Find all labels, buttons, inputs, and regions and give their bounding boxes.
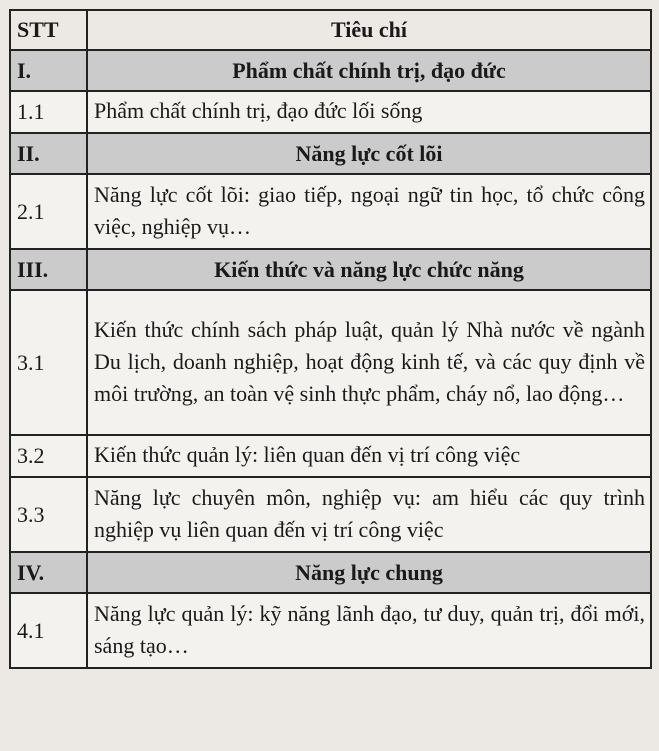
table-row <box>10 593 651 668</box>
item-number: 1.1 <box>10 91 87 133</box>
item-text: Kiến thức quản lý: liên quan đến vị trí công việc <box>87 435 651 477</box>
section-row <box>10 50 651 91</box>
section-number: IV. <box>10 552 87 593</box>
section-number: I. <box>10 50 87 91</box>
section-title: Năng lực cốt lõi <box>87 133 651 174</box>
section-title: Phẩm chất chính trị, đạo đức <box>87 50 651 91</box>
section-row <box>10 552 651 593</box>
section-number: III. <box>10 249 87 290</box>
item-text: Năng lực quản lý: kỹ năng lãnh đạo, tư duy, quản trị, đổi mới, sáng tạo… <box>87 593 651 668</box>
table-row <box>10 477 651 552</box>
table-row <box>10 174 651 249</box>
item-number: 3.3 <box>10 477 87 552</box>
table-header-row <box>10 10 651 50</box>
item-number: 2.1 <box>10 174 87 249</box>
section-row <box>10 249 651 290</box>
item-text: Phẩm chất chính trị, đạo đức lối sống <box>87 91 651 133</box>
item-number: 3.1 <box>10 290 87 435</box>
item-text: Kiến thức chính sách pháp luật, quản lý Nhà nước về ngành Du lịch, doanh nghiệp, hoạt động kinh tế, và các quy định về môi trường, an toàn vệ sinh thực phẩm, cháy nổ, lao động… <box>87 290 651 435</box>
item-text: Năng lực cốt lõi: giao tiếp, ngoại ngữ tin học, tổ chức công việc, nghiệp vụ… <box>87 174 651 249</box>
header-criteria: Tiêu chí <box>87 10 651 50</box>
item-text: Năng lực chuyên môn, nghiệp vụ: am hiểu các quy trình nghiệp vụ liên quan đến vị trí công việc <box>87 477 651 552</box>
item-number: 4.1 <box>10 593 87 668</box>
section-number: II. <box>10 133 87 174</box>
section-title: Năng lực chung <box>87 552 651 593</box>
table-row <box>10 91 651 133</box>
item-number: 3.2 <box>10 435 87 477</box>
criteria-table <box>9 9 652 669</box>
section-row <box>10 133 651 174</box>
header-stt: STT <box>10 10 87 50</box>
table-row <box>10 435 651 477</box>
section-title: Kiến thức và năng lực chức năng <box>87 249 651 290</box>
table-row <box>10 290 651 435</box>
